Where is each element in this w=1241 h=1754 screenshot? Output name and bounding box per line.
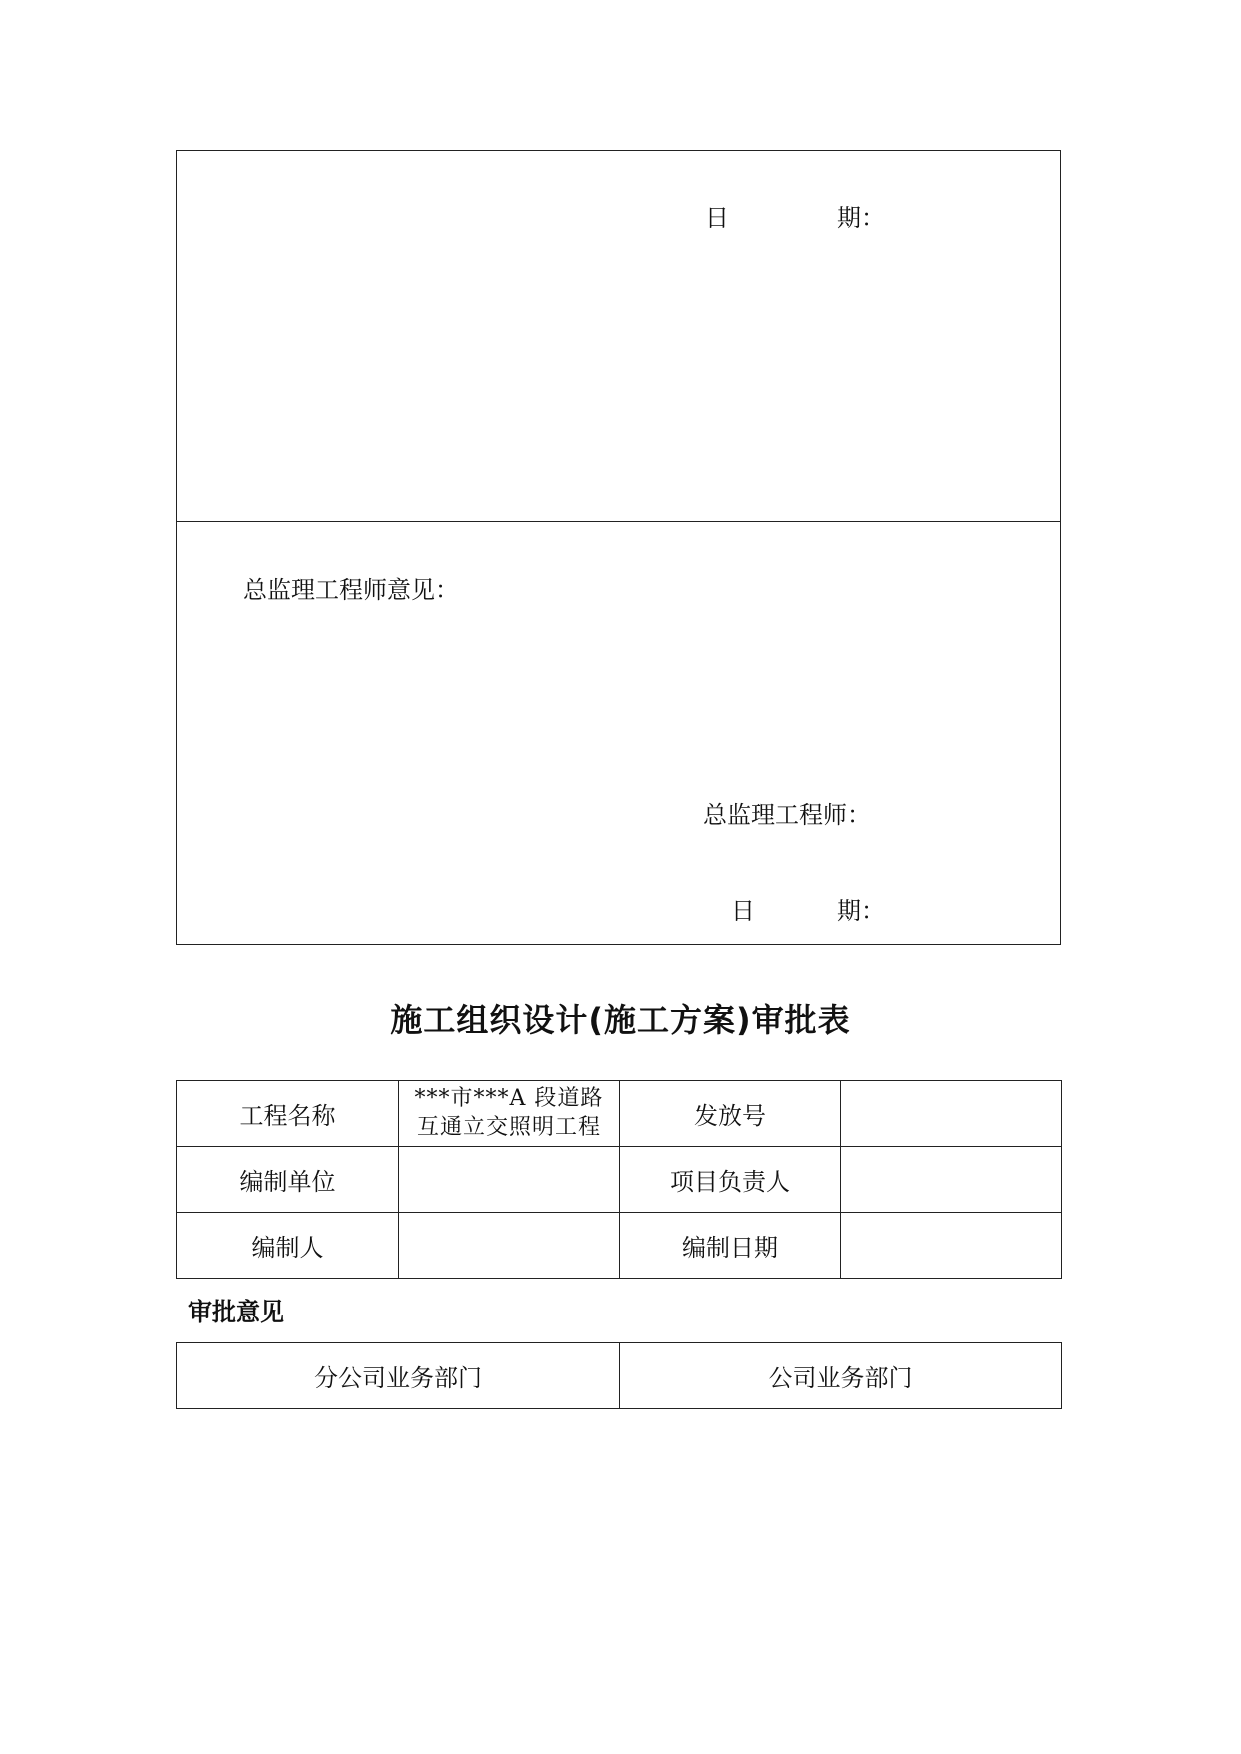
preparing-unit-value[interactable] — [399, 1147, 620, 1213]
preparer-label: 编制人 — [177, 1213, 399, 1279]
table-row — [177, 1343, 1062, 1409]
chief-engineer-opinion-label: 总监理工程师意见： — [243, 576, 459, 604]
project-info-table — [176, 1080, 1062, 1279]
project-leader-value[interactable] — [841, 1147, 1062, 1213]
company-business-dept-cell: 公司业务部门 — [620, 1343, 1062, 1409]
form-title: 施工组织设计(施工方案)审批表 — [390, 1001, 851, 1039]
project-name-line-1: ***市***A 段道路 — [414, 1085, 604, 1111]
preparer-value[interactable] — [399, 1213, 620, 1279]
table-row — [177, 1147, 1062, 1213]
table-row — [177, 1213, 1062, 1279]
issue-number-value[interactable] — [841, 1081, 1062, 1147]
preparing-unit-label: 编制单位 — [177, 1147, 399, 1213]
chief-date-label-day: 日 — [731, 897, 755, 925]
branch-business-dept-cell: 分公司业务部门 — [177, 1343, 620, 1409]
departments-table — [176, 1342, 1062, 1409]
upper-date-label-day: 日 — [705, 204, 729, 232]
preparation-date-value[interactable] — [841, 1213, 1062, 1279]
project-name-line-2: 互通立交照明工程 — [416, 1114, 601, 1140]
project-leader-label: 项目负责人 — [620, 1147, 841, 1213]
chief-engineer-opinion-box — [176, 521, 1061, 945]
chief-date-label-period: 期： — [837, 897, 885, 925]
approval-opinion-label: 审批意见 — [188, 1298, 284, 1326]
upper-date-label-period: 期： — [837, 204, 885, 232]
project-name-label: 工程名称 — [177, 1081, 399, 1147]
issue-number-label: 发放号 — [620, 1081, 841, 1147]
upper-opinion-box — [176, 150, 1061, 522]
preparation-date-label: 编制日期 — [620, 1213, 841, 1279]
project-name-value — [399, 1081, 620, 1147]
table-row — [177, 1081, 1062, 1147]
chief-engineer-signer-label: 总监理工程师： — [703, 801, 871, 829]
